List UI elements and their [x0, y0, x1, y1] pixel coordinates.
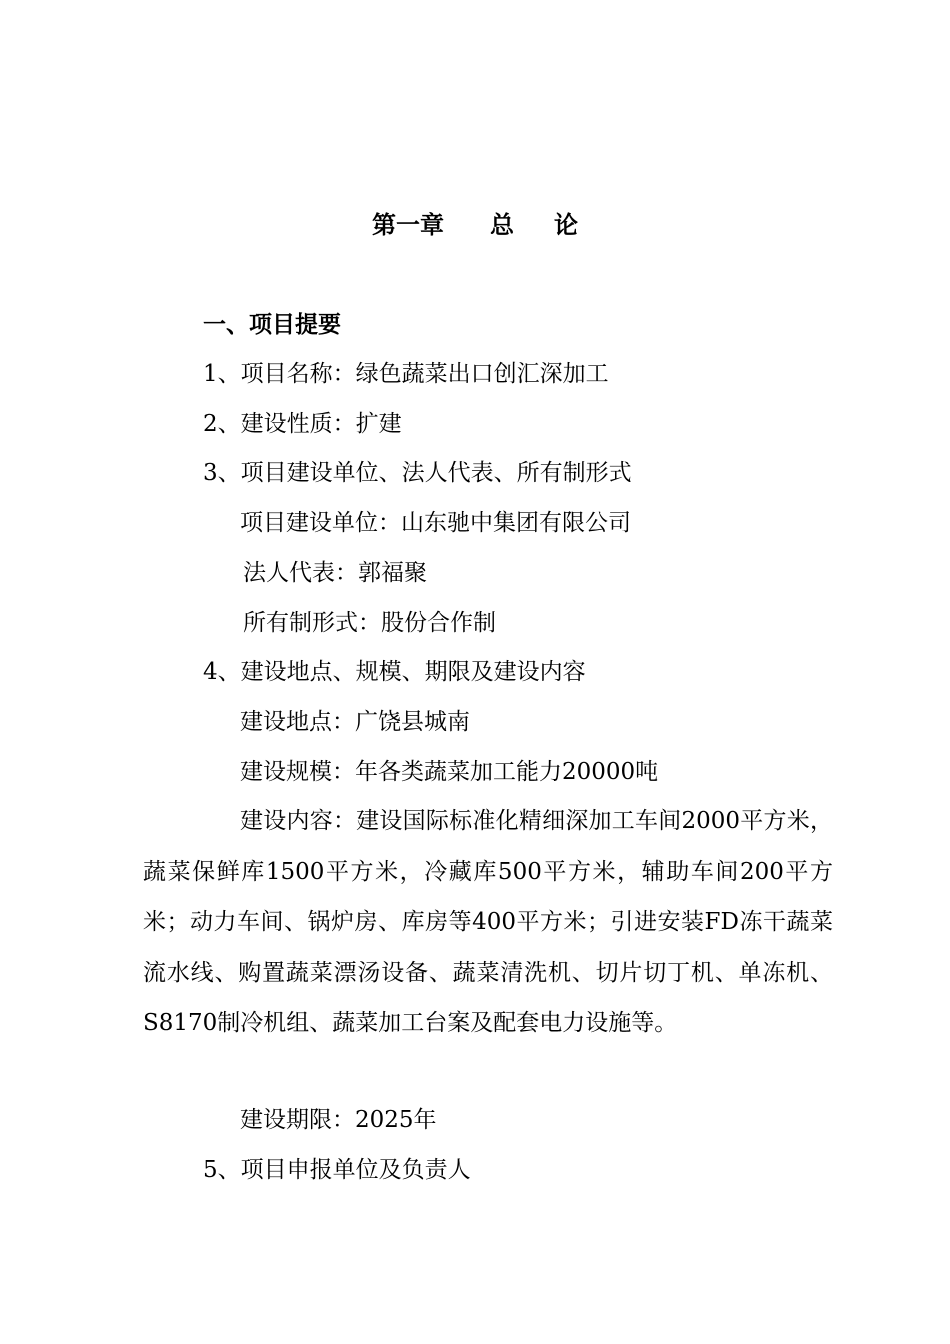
construction-period: 建设期限：2025年 [240, 1107, 437, 1133]
chapter-title-char-1: 总 [490, 211, 514, 239]
chapter-title [0, 205, 950, 245]
item-2-construction-nature: 2、建设性质：扩建 [203, 411, 402, 437]
construction-scale: 建设规模：年各类蔬菜加工能力20000吨 [240, 759, 659, 785]
item-1-project-name: 1、项目名称：绿色蔬菜出口创汇深加工 [203, 361, 609, 387]
construction-content-paragraph: 建设内容：建设国际标准化精细深加工车间2000平方米，蔬菜保鲜库1500平方米，冷藏库500平方米，辅助车间200平方米；动力车间、锅炉房、库房等400平方米；引进安装FD冻干蔬菜流水线、购置蔬菜漂汤设备、蔬菜清洗机、切片切丁机、单冻机、S8170制冷机组、蔬菜加工台案及配套电力设施等。 [143, 808, 833, 1036]
section-heading: 一、项目提要 [203, 312, 341, 338]
item-5-heading: 5、项目申报单位及负责人 [203, 1157, 471, 1183]
chapter-number: 第一章 [372, 211, 444, 239]
construction-unit: 项目建设单位：山东驰中集团有限公司 [240, 510, 631, 536]
ownership-form: 所有制形式：股份合作制 [243, 610, 496, 636]
legal-representative: 法人代表：郭福聚 [243, 560, 427, 586]
construction-location: 建设地点：广饶县城南 [240, 709, 470, 735]
item-4-heading: 4、建设地点、规模、期限及建设内容 [203, 659, 586, 685]
chapter-title-char-2: 论 [554, 211, 578, 239]
item-3-heading: 3、项目建设单位、法人代表、所有制形式 [203, 460, 632, 486]
